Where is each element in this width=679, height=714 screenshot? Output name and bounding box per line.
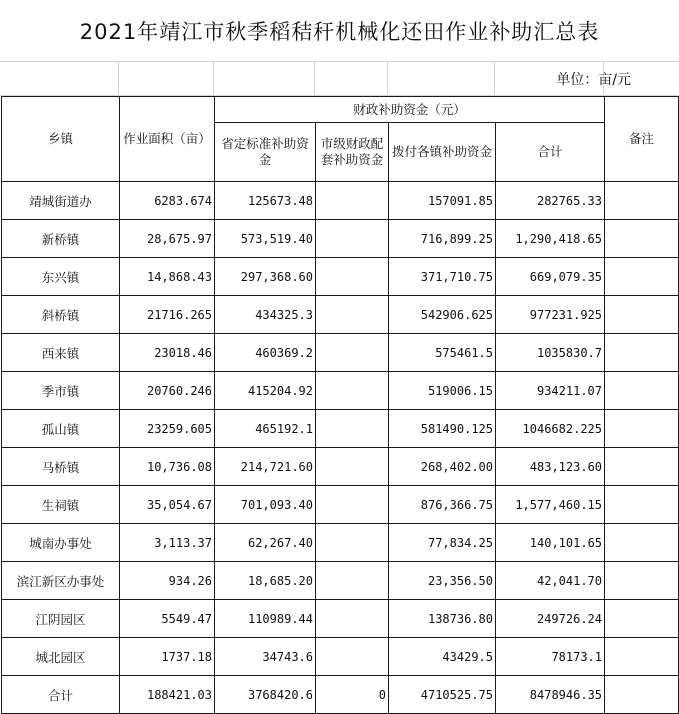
cell-total[interactable]: 669,079.35 [496, 258, 605, 296]
cell-allocated[interactable]: 4710525.75 [389, 676, 496, 714]
cell-town[interactable]: 生祠镇 [2, 486, 120, 524]
table-row-total [2, 676, 679, 714]
table-row [2, 258, 679, 296]
cell-remark[interactable] [605, 676, 679, 714]
cell-provincial[interactable]: 573,519.40 [215, 220, 316, 258]
cell-area[interactable]: 5549.47 [120, 600, 215, 638]
cell-area[interactable]: 28,675.97 [120, 220, 215, 258]
cell-allocated[interactable]: 268,402.00 [389, 448, 496, 486]
cell-city[interactable] [316, 486, 389, 524]
cell-city[interactable] [316, 600, 389, 638]
cell-total[interactable]: 483,123.60 [496, 448, 605, 486]
cell-city[interactable] [316, 524, 389, 562]
cell-provincial[interactable]: 110989.44 [215, 600, 316, 638]
table-row [2, 182, 679, 220]
cell-remark[interactable] [605, 524, 679, 562]
cell-city[interactable] [316, 182, 389, 220]
cell-remark[interactable] [605, 334, 679, 372]
cell-city[interactable] [316, 220, 389, 258]
cell-allocated[interactable]: 43429.5 [389, 638, 496, 676]
cell-city[interactable] [316, 638, 389, 676]
header-area[interactable]: 作业面积（亩） [120, 97, 215, 182]
cell-remark[interactable] [605, 220, 679, 258]
cell-remark[interactable] [605, 448, 679, 486]
cell-town[interactable]: 城北园区 [2, 638, 120, 676]
cell-city[interactable] [316, 410, 389, 448]
cell-remark[interactable] [605, 562, 679, 600]
header-remark[interactable]: 备注 [605, 97, 679, 182]
grid-cell[interactable] [0, 62, 119, 96]
table-row [2, 638, 679, 676]
cell-town[interactable]: 江阴园区 [2, 600, 120, 638]
cell-town[interactable]: 孤山镇 [2, 410, 120, 448]
cell-provincial[interactable]: 434325.3 [215, 296, 316, 334]
cell-town[interactable]: 东兴镇 [2, 258, 120, 296]
header-allocated[interactable]: 拨付各镇补助资金 [389, 123, 496, 182]
cell-area[interactable]: 188421.03 [120, 676, 215, 714]
table-row [2, 562, 679, 600]
cell-total[interactable]: 8478946.35 [496, 676, 605, 714]
cell-provincial[interactable]: 3768420.6 [215, 676, 316, 714]
cell-total[interactable]: 78173.1 [496, 638, 605, 676]
cell-area[interactable]: 21716.265 [120, 296, 215, 334]
cell-area[interactable]: 6283.674 [120, 182, 215, 220]
cell-town[interactable]: 新桥镇 [2, 220, 120, 258]
table-row [2, 334, 679, 372]
header-city[interactable]: 市级财政配套补助资金 [316, 123, 389, 182]
cell-provincial[interactable]: 125673.48 [215, 182, 316, 220]
cell-remark[interactable] [605, 600, 679, 638]
cell-allocated[interactable]: 876,366.75 [389, 486, 496, 524]
cell-city[interactable] [316, 562, 389, 600]
cell-total[interactable]: 1,290,418.65 [496, 220, 605, 258]
table-row [2, 448, 679, 486]
cell-town[interactable]: 城南办事处 [2, 524, 120, 562]
cell-remark[interactable] [605, 182, 679, 220]
cell-allocated[interactable]: 77,834.25 [389, 524, 496, 562]
table-row [2, 220, 679, 258]
cell-remark[interactable] [605, 258, 679, 296]
table-row [2, 486, 679, 524]
cell-city[interactable] [316, 334, 389, 372]
cell-town[interactable]: 合计 [2, 676, 120, 714]
cell-remark[interactable] [605, 296, 679, 334]
cell-area[interactable]: 934.26 [120, 562, 215, 600]
cell-remark[interactable] [605, 486, 679, 524]
cell-provincial[interactable]: 18,685.20 [215, 562, 316, 600]
table-row [2, 296, 679, 334]
grid-cell[interactable] [388, 62, 495, 96]
cell-total[interactable]: 1046682.225 [496, 410, 605, 448]
table-row [2, 524, 679, 562]
cell-allocated[interactable]: 581490.125 [389, 410, 496, 448]
cell-allocated[interactable]: 519006.15 [389, 372, 496, 410]
cell-town[interactable]: 靖城街道办 [2, 182, 120, 220]
cell-allocated[interactable]: 371,710.75 [389, 258, 496, 296]
cell-total[interactable]: 42,041.70 [496, 562, 605, 600]
table-row [2, 600, 679, 638]
cell-area[interactable]: 10,736.08 [120, 448, 215, 486]
cell-area[interactable]: 20760.246 [120, 372, 215, 410]
table-row [2, 372, 679, 410]
grid-cell[interactable] [214, 62, 315, 96]
cell-area[interactable]: 14,868.43 [120, 258, 215, 296]
cell-provincial[interactable]: 214,721.60 [215, 448, 316, 486]
header-town[interactable]: 乡镇 [2, 97, 120, 182]
cell-city[interactable] [316, 372, 389, 410]
table-title: 2021年靖江市秋季稻秸秆机械化还田作业补助汇总表 [0, 0, 679, 62]
header-fund-group[interactable]: 财政补助资金（元） [215, 97, 605, 123]
cell-allocated[interactable]: 542906.625 [389, 296, 496, 334]
cell-allocated[interactable]: 23,356.50 [389, 562, 496, 600]
cell-city[interactable]: 0 [316, 676, 389, 714]
cell-provincial[interactable]: 465192.1 [215, 410, 316, 448]
cell-provincial[interactable]: 297,368.60 [215, 258, 316, 296]
header-provincial[interactable]: 省定标准补助资金 [215, 123, 316, 182]
cell-provincial[interactable]: 62,267.40 [215, 524, 316, 562]
cell-town[interactable]: 季市镇 [2, 372, 120, 410]
cell-total[interactable]: 249726.24 [496, 600, 605, 638]
cell-provincial[interactable]: 460369.2 [215, 334, 316, 372]
cell-allocated[interactable]: 157091.85 [389, 182, 496, 220]
cell-allocated[interactable]: 716,899.25 [389, 220, 496, 258]
cell-allocated[interactable]: 575461.5 [389, 334, 496, 372]
cell-total[interactable]: 977231.925 [496, 296, 605, 334]
cell-city[interactable] [316, 296, 389, 334]
cell-provincial[interactable]: 701,093.40 [215, 486, 316, 524]
cell-allocated[interactable]: 138736.80 [389, 600, 496, 638]
cell-area[interactable]: 35,054.67 [120, 486, 215, 524]
cell-city[interactable] [316, 258, 389, 296]
unit-label: 单位：亩/元 [556, 72, 631, 88]
cell-area[interactable]: 3,113.37 [120, 524, 215, 562]
cell-total[interactable]: 140,101.65 [496, 524, 605, 562]
cell-area[interactable]: 1737.18 [120, 638, 215, 676]
cell-area[interactable]: 23018.46 [120, 334, 215, 372]
grid-cell[interactable] [315, 62, 388, 96]
cell-total[interactable]: 1,577,460.15 [496, 486, 605, 524]
cell-town[interactable]: 斜桥镇 [2, 296, 120, 334]
cell-town[interactable]: 西来镇 [2, 334, 120, 372]
table-row [2, 410, 679, 448]
cell-town[interactable]: 滨江新区办事处 [2, 562, 120, 600]
cell-provincial[interactable]: 34743.6 [215, 638, 316, 676]
cell-area[interactable]: 23259.605 [120, 410, 215, 448]
header-total[interactable]: 合计 [496, 123, 605, 182]
cell-total[interactable]: 934211.07 [496, 372, 605, 410]
grid-cell[interactable] [119, 62, 214, 96]
subsidy-table [1, 96, 679, 714]
cell-remark[interactable] [605, 638, 679, 676]
cell-total[interactable]: 282765.33 [496, 182, 605, 220]
cell-city[interactable] [316, 448, 389, 486]
cell-provincial[interactable]: 415204.92 [215, 372, 316, 410]
cell-remark[interactable] [605, 372, 679, 410]
cell-town[interactable]: 马桥镇 [2, 448, 120, 486]
cell-total[interactable]: 1035830.7 [496, 334, 605, 372]
cell-remark[interactable] [605, 410, 679, 448]
